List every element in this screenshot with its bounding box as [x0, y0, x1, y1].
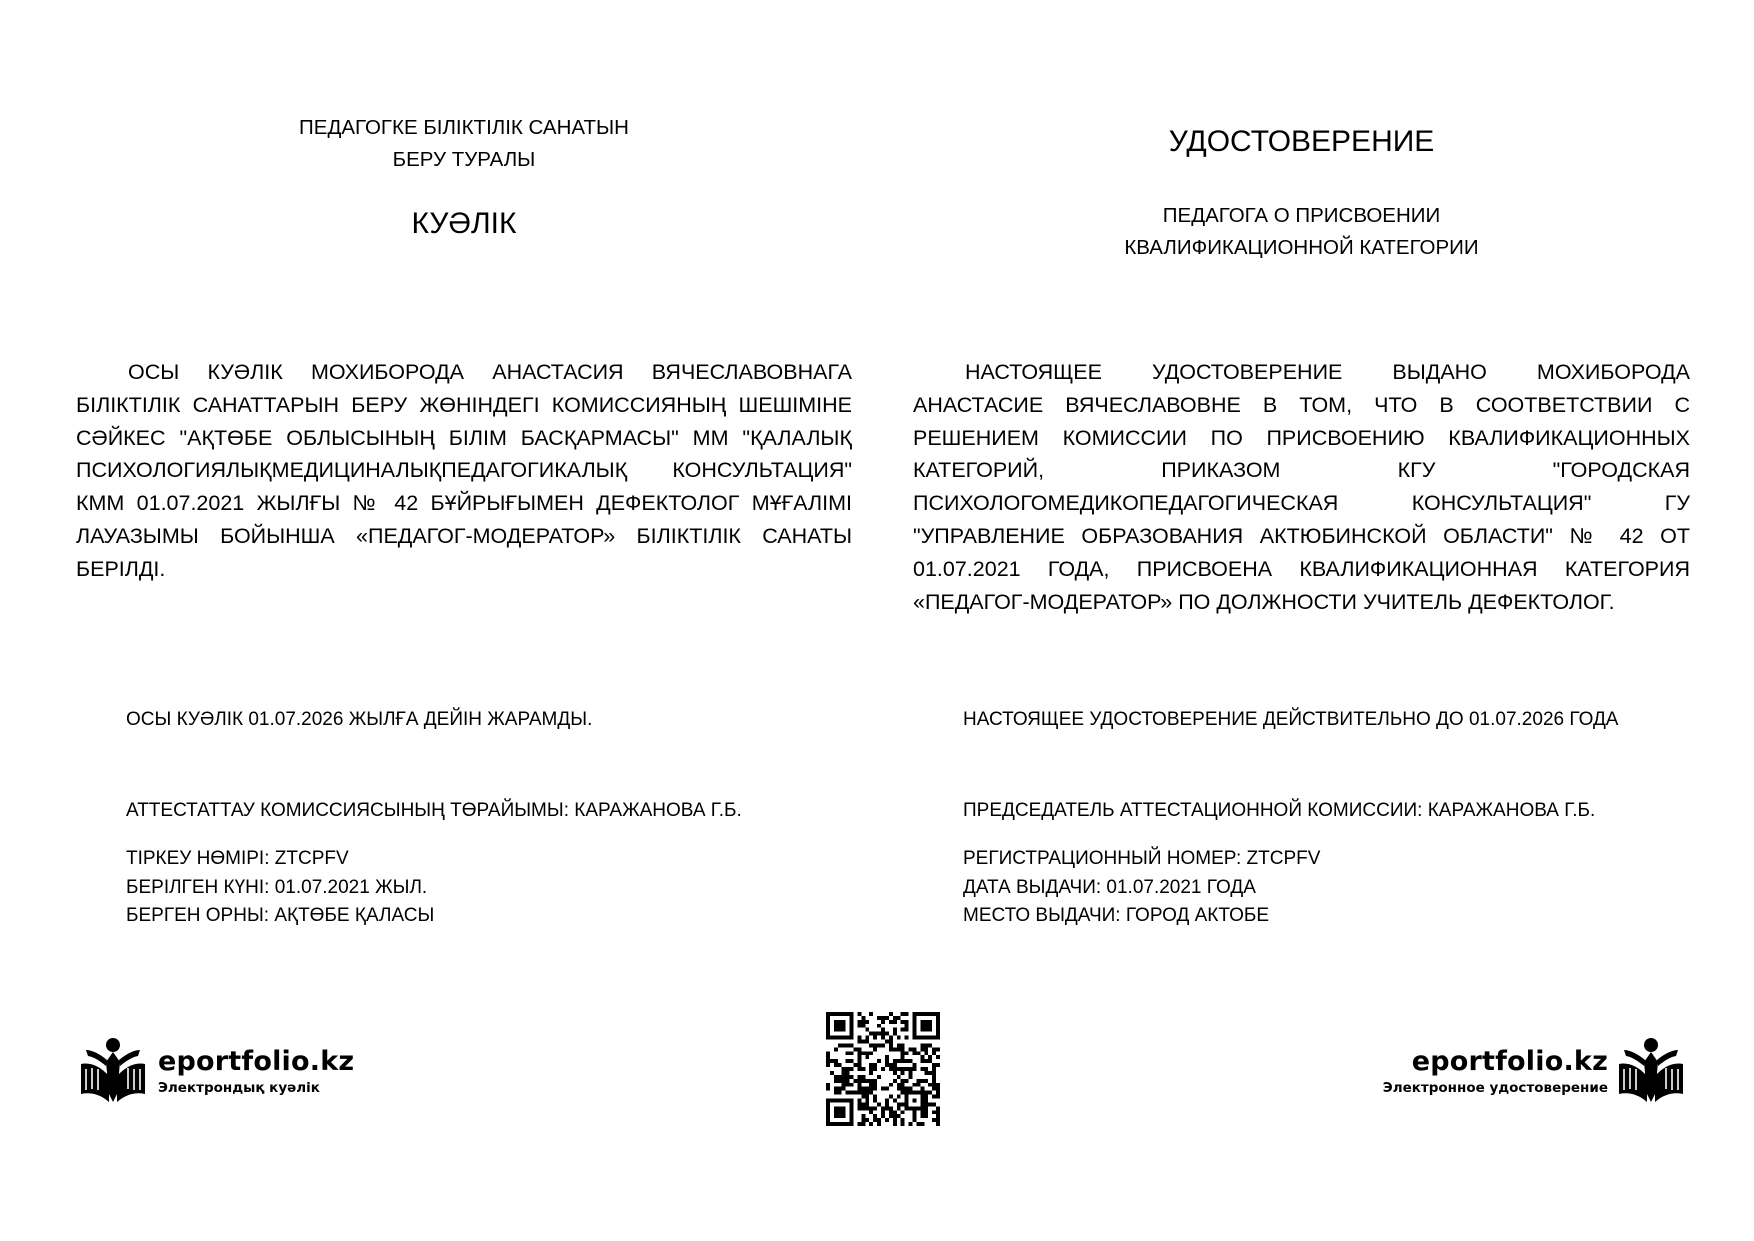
book-person-icon — [1616, 1036, 1686, 1108]
russian-validity: НАСТОЯЩЕЕ УДОСТОВЕРЕНИЕ ДЕЙСТВИТЕЛЬНО ДО 01.07.2026 ГОДА — [963, 709, 1619, 730]
kazakh-issue-place: БЕРГЕН ОРНЫ: АҚТӨБЕ ҚАЛАСЫ — [126, 905, 435, 926]
kazakh-title: КУӘЛІК — [411, 207, 517, 240]
russian-issue-place: МЕСТО ВЫДАЧИ: ГОРОД АКТОБЕ — [963, 905, 1270, 926]
russian-reg-number: РЕГИСТРАЦИОННЫЙ НОМЕР: ZTCPFV — [963, 848, 1321, 869]
kazakh-header-line2: БЕРУ ТУРАЛЫ — [392, 148, 536, 171]
eportfolio-logo-left — [78, 1032, 354, 1112]
logo-brand-right: eportfolio.kz — [1411, 1046, 1608, 1077]
kazakh-header — [76, 112, 852, 176]
logo-tagline-right: Электронное удостоверение — [1382, 1080, 1608, 1096]
qr-code-icon — [826, 1012, 940, 1126]
kazakh-reg-number: ТІРКЕУ НӨМІРІ: ZTCPFV — [126, 848, 349, 869]
russian-header-line1: ПЕДАГОГА О ПРИСВОЕНИИ — [1162, 204, 1441, 227]
russian-chairman: ПРЕДСЕДАТЕЛЬ АТТЕСТАЦИОННОЙ КОМИССИИ: КАРАЖАНОВА Г.Б. — [963, 800, 1596, 821]
kazakh-validity: ОСЫ КУӘЛІК 01.07.2026 ЖЫЛҒА ДЕЙІН ЖАРАМДЫ. — [126, 709, 593, 730]
eportfolio-logo-right — [1383, 1032, 1686, 1112]
russian-header-line2: КВАЛИФИКАЦИОННОЙ КАТЕГОРИИ — [1124, 236, 1479, 259]
kazakh-body-text: ОСЫ КУӘЛІК МОХИБОРОДА АНАСТАСИЯ ВЯЧЕСЛАВОВНАГА БІЛІКТІЛІК САНАТТАРЫН БЕРУ ЖӨНІНДЕГІ КОМИССИЯНЫҢ ШЕШІМІНЕ СӘЙКЕС "АҚТӨБЕ ОБЛЫСЫНЫҢ БІЛІМ БАСҚАРМАСЫ" ММ "ҚАЛАЛЫҚ ПСИХОЛОГИЯЛЫҚМЕДИЦИНАЛЫҚПЕДАГОГИКАЛЫҚ КОНСУЛЬТАЦИЯ" КММ 01.07.2021 ЖЫЛҒЫ № 42 БҰЙРЫҒЫМЕН ДЕФЕКТОЛОГ МҰҒАЛІМІ ЛАУАЗЫМЫ БОЙЫНША «ПЕДАГОГ-МОДЕРАТОР» БІЛІКТІЛІК САНАТЫ БЕРІЛДІ. — [76, 360, 852, 581]
kazakh-chairman: АТТЕСТАТТАУ КОМИССИЯСЫНЫҢ ТӨРАЙЫМЫ: КАРАЖАНОВА Г.Б. — [126, 800, 742, 821]
kazakh-header-line1: ПЕДАГОГКЕ БІЛІКТІЛІК САНАТЫН — [299, 116, 629, 139]
kazakh-issue-date: БЕРІЛГЕН КҮНІ: 01.07.2021 ЖЫЛ. — [126, 877, 428, 898]
book-person-icon — [78, 1036, 148, 1108]
russian-body-text: НАСТОЯЩЕЕ УДОСТОВЕРЕНИЕ ВЫДАНО МОХИБОРОДА АНАСТАСИЕ ВЯЧЕСЛАВОВНЕ В ТОМ, ЧТО В СООТВЕТСТВИИ С РЕШЕНИЕМ КОМИССИИ ПО ПРИСВОЕНИЮ КВАЛИФИКАЦИОННЫХ КАТЕГОРИЙ, ПРИКАЗОМ КГУ "ГОРОДСКАЯ ПСИХОЛОГОМЕДИКОПЕДАГОГИЧЕСКАЯ КОНСУЛЬТАЦИЯ" ГУ "УПРАВЛЕНИЕ ОБРАЗОВАНИЯ АКТЮБИНСКОЙ ОБЛАСТИ" № 42 ОТ 01.07.2021 ГОДА, ПРИСВОЕНА КВАЛИФИКАЦИОННАЯ КАТЕГОРИЯ «ПЕДАГОГ-МОДЕРАТОР» ПО ДОЛЖНОСТИ УЧИТЕЛЬ ДЕФЕКТОЛОГ. — [913, 360, 1690, 614]
logo-brand-left: eportfolio.kz — [158, 1046, 355, 1077]
russian-issue-date: ДАТА ВЫДАЧИ: 01.07.2021 ГОДА — [963, 877, 1256, 898]
russian-title: УДОСТОВЕРЕНИЕ — [1168, 125, 1435, 158]
logo-tagline-left: Электрондық куәлік — [158, 1080, 320, 1096]
russian-header — [913, 200, 1690, 264]
